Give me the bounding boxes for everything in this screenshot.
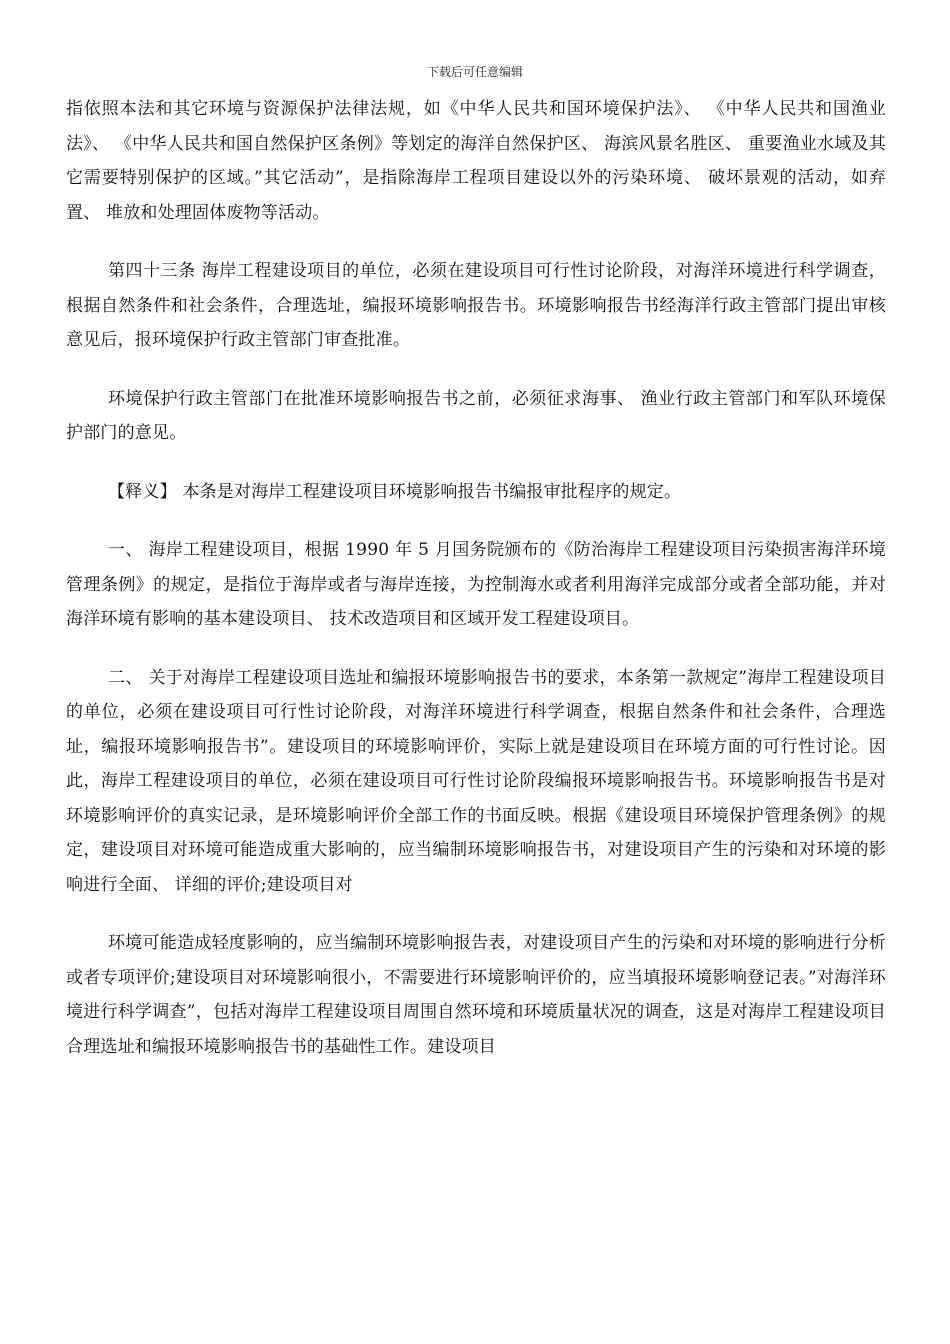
paragraph-gap [66,902,886,926]
paragraph-gap [66,509,886,533]
paragraph-gap [66,637,886,661]
page-header-note: 下载后可任意编辑 [426,65,523,79]
paragraph-interpretation: 【释义】 本条是对海岸工程建设项目环境影响报告书编报审批程序的规定。 [108,481,682,502]
paragraph-approval-consultation: 环境保护行政主管部门在批准环境影响报告书之前，必须征求海事、 渔业行政主管部门和军队环境保护部门的意见。 [66,388,886,443]
paragraph-item-two-continued: 环境可能造成轻度影响的，应当编制环境影响报告表，对建设项目产生的污染和对环境的影响进行分析或者专项评价;建设项目对环境影响很小，不需要进行环境影响评价的，应当填报环境影响登记表。”对海洋环境进行科学调查”，包括对海岸工程建设项目周围自然环境和环境质量状况的调查，这是对海岸工程建设项目合理选址和编报环境影响报告书的基础性工作。建设项目 [66,933,886,1057]
paragraph-article-43: 第四十三条 海岸工程建设项目的单位，必须在建设项目可行性讨论阶段，对海洋环境进行科学调查，根据自然条件和社会条件，合理选址，编报环境影响报告书。环境影响报告书经海洋行政主管部门提出审核意见后，报环境保护行政主管部门审查批准。 [66,261,886,350]
paragraph-gap [66,230,886,254]
paragraph-item-one: 一、 海岸工程建设项目，根据 1990 年 5 月国务院颁布的《防治海岸工程建设项目污染损害海洋环境管理条例》的规定，是指位于海岸或者与海岸连接，为控制海水或者利用海洋完成部分或者全部功能，并对海洋环境有影响的基本建设项目、 技术改造项目和区域开发工程建设项目。 [66,540,886,629]
paragraph-gap [66,358,886,382]
paragraph-gap [66,451,886,475]
document-body [66,92,886,1064]
paragraph-continuation: 指依照本法和其它环境与资源保护法律法规，如《中华人民共和国环境保护法》、 《中华人民共和国渔业法》、 《中华人民共和国自然保护区条例》等划定的海洋自然保护区、 海滨风景名胜区、 重要渔业水域及其它需要特别保护的区域。”其它活动”，是指除海岸工程项目建设以外的污染环境、 破坏景观的活动，如弃置、 堆放和处理固体废物等活动。 [66,99,886,223]
paragraph-item-two: 二、 关于对海岸工程建设项目选址和编报环境影响报告书的要求，本条第一款规定”海岸工程建设项目的单位，必须在建设项目可行性讨论阶段，对海洋环境进行科学调查，根据自然条件和社会条件，合理选址，编报环境影响报告书”。建设项目的环境影响评价，实际上就是建设项目在环境方面的可行性讨论。因此，海岸工程建设项目的单位，必须在建设项目可行性讨论阶段编报环境影响报告书。环境影响报告书是对环境影响评价的真实记录，是环境影响评价全部工作的书面反映。根据《建设项目环境保护管理条例》的规定，建设项目对环境可能造成重大影响的，应当编制环境影响报告书，对建设项目产生的污染和对环境的影响进行全面、 详细的评价;建设项目对 [66,667,886,895]
